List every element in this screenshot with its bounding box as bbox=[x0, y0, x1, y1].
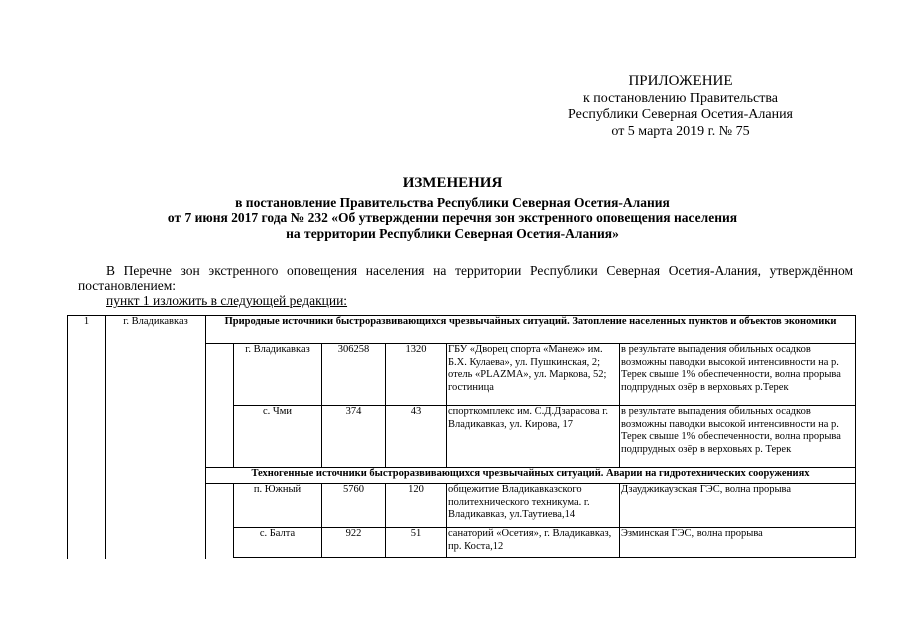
appendix-line-2: Республики Северная Осетия-Алания bbox=[568, 107, 793, 122]
appendix-line-1: к постановлению Правительства bbox=[582, 90, 779, 106]
count-cell: 51 bbox=[386, 528, 447, 558]
object-cell: общежитие Владикавказского политехнического техникума. г. Владикавказ, ул.Таутиева,14 bbox=[447, 484, 620, 528]
appendix-block bbox=[568, 73, 793, 140]
intro-paragraph: В Перечне зон экстренного оповещения населения на территории Республики Северная Осетия-Алания, утверждённом постановлением: bbox=[78, 263, 853, 293]
document-title bbox=[0, 176, 905, 241]
settlement-cell: с. Балта bbox=[234, 528, 322, 558]
title-line-1: в постановление Правительства Республики Северная Осетия-Алания bbox=[235, 194, 670, 210]
section-heading: Природные источники быстроразвивающихся чрезвычайных ситуаций. Затопление населенных пунктов и объектов экономики bbox=[206, 316, 856, 344]
cause-cell: Дзауджикаузская ГЭС, волна прорыва bbox=[620, 484, 856, 528]
section-heading: Техногенные источники быстроразвивающихся чрезвычайных ситуаций. Аварии на гидротехнических сооружениях bbox=[206, 468, 856, 484]
title-line-2: от 7 июня 2017 года № 232 «Об утверждении перечня зон экстренного оповещения населения bbox=[167, 210, 738, 225]
zones-table bbox=[67, 315, 856, 558]
object-cell: санаторий «Осетия», г. Владикавказ, пр. Коста,12 bbox=[447, 528, 620, 558]
settlement-cell: г. Владикавказ bbox=[234, 344, 322, 406]
appendix-line-3: от 5 марта 2019 г. № 75 bbox=[611, 123, 750, 139]
intro-item: пункт 1 изложить в следующей редакции: bbox=[106, 293, 348, 308]
cause-cell: в результате выпадения обильных осадков возможны паводки высокой интенсивности на р. Терек свыше 1% обеспеченности, волна прорыва подпрудных озёр в верховьях р.Терек bbox=[620, 344, 856, 406]
intro-text bbox=[78, 263, 853, 308]
population-cell: 922 bbox=[322, 528, 386, 558]
row-number: 1 bbox=[68, 316, 106, 559]
title-main: ИЗМЕНЕНИЯ bbox=[402, 175, 503, 191]
object-cell: спорткомплекс им. С.Д.Дзарасова г. Владикавказ, ул. Кирова, 17 bbox=[447, 406, 620, 468]
settlement-cell: с. Чми bbox=[234, 406, 322, 468]
appendix-heading: ПРИЛОЖЕНИЕ bbox=[628, 73, 733, 89]
population-cell: 306258 bbox=[322, 344, 386, 406]
title-line-3: на территории Республики Северная Осетия-Алания» bbox=[286, 225, 619, 241]
population-cell: 374 bbox=[322, 406, 386, 468]
settlement-cell: п. Южный bbox=[234, 484, 322, 528]
count-cell: 43 bbox=[386, 406, 447, 468]
object-cell: ГБУ «Дворец спорта «Манеж» им. Б.Х. Кулаева», ул. Пушкинская, 2; отель «PLAZMA», ул. Маркова, 52; гостиница bbox=[447, 344, 620, 406]
population-cell: 5760 bbox=[322, 484, 386, 528]
district-name: г. Владикавказ bbox=[106, 316, 206, 559]
section-heading-row bbox=[68, 316, 856, 344]
count-cell: 1320 bbox=[386, 344, 447, 406]
cause-cell: в результате выпадения обильных осадков возможны паводки высокой интенсивности на р. Терек свыше 1% обеспеченности, волна прорыва подпрудных озёр в верховьях р. Терек bbox=[620, 406, 856, 468]
count-cell: 120 bbox=[386, 484, 447, 528]
cause-cell: Эзминская ГЭС, волна прорыва bbox=[620, 528, 856, 558]
